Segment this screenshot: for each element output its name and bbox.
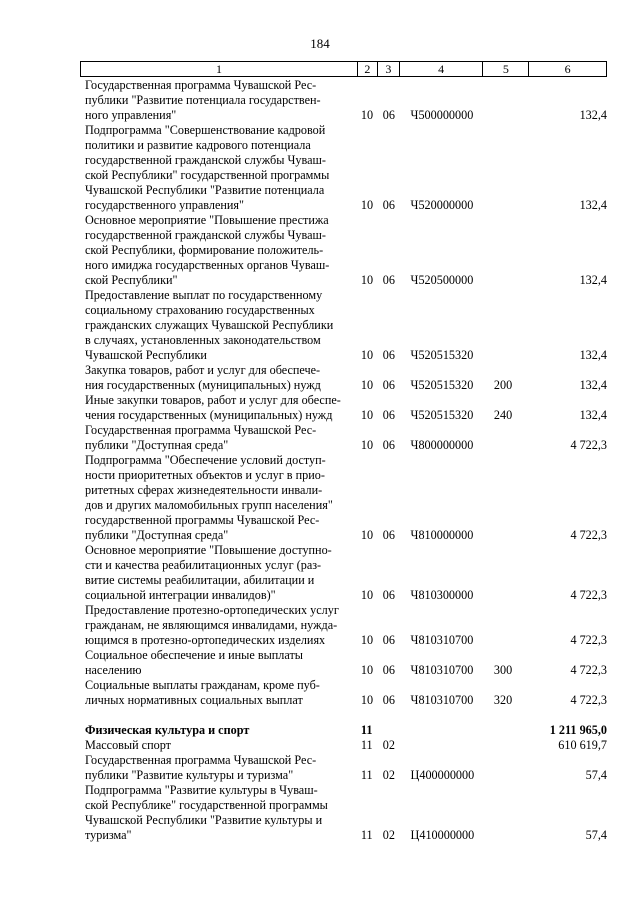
subsection-code: 06 (382, 408, 395, 422)
subsection-code: 06 (382, 588, 395, 602)
row-name-line: публики "Развитие культуры и туризма" (85, 768, 294, 782)
amount: 4 722,3 (570, 633, 607, 647)
amount: 4 722,3 (570, 528, 607, 542)
row-name-line: ритетных сферах жизнедеятельности инвали- (85, 483, 323, 497)
row-name (85, 648, 349, 678)
row-name (85, 393, 349, 423)
target-article-code: Ч810300000 (410, 588, 474, 602)
target-article-code: Ч810310700 (410, 663, 474, 677)
amount: 4 722,3 (570, 588, 607, 602)
header-col-3: 3 (378, 62, 400, 76)
row-name (85, 423, 349, 453)
row-name (85, 738, 349, 753)
section-code: 10 (360, 693, 374, 707)
header-col-1: 1 (81, 62, 358, 76)
header-col-4: 4 (400, 62, 484, 76)
subsection-code: 06 (382, 528, 395, 542)
subsection-code: 06 (382, 438, 395, 452)
amount: 132,4 (579, 348, 607, 362)
row-name-line: гражданских служащих Чувашской Республики (85, 318, 334, 332)
subsection-code: 06 (382, 348, 395, 362)
target-article-code: Ц400000000 (410, 768, 475, 782)
row-name-line: ющимся в протезно-ортопедических изделиях (85, 633, 326, 647)
expense-type-code: 200 (493, 378, 513, 392)
row-name-line: публики "Доступная среда" (85, 528, 229, 542)
section-code: 10 (360, 273, 374, 287)
row-name-line: Закупка товаров, работ и услуг для обеспече- (85, 363, 321, 377)
row-name (85, 753, 349, 783)
row-name-line: ного управления" (85, 108, 177, 122)
table-row (85, 363, 607, 393)
row-name-line: гражданам, не являющимся инвалидами, нужда- (85, 618, 338, 632)
row-name-line: Чувашской Республики (85, 348, 207, 362)
section-code: 10 (360, 108, 374, 122)
row-name (85, 78, 349, 123)
row-name-line: публики "Развитие потенциала государствен- (85, 93, 321, 107)
row-name-line: Предоставление выплат по государственному (85, 288, 323, 302)
target-article-code: Ц410000000 (410, 828, 475, 842)
row-name-line: политики и развитие кадрового потенциала (85, 138, 311, 152)
row-name-line: населению (85, 663, 142, 677)
expense-type-code: 320 (493, 693, 513, 707)
subsection-code: 06 (382, 693, 395, 707)
row-name (85, 213, 349, 288)
target-article-code: Ч520500000 (410, 273, 474, 287)
row-name-line: государственной программы Чувашской Рес- (85, 513, 320, 527)
target-article-code: Ч520000000 (410, 198, 474, 212)
table-row (85, 753, 607, 783)
amount: 4 722,3 (570, 693, 607, 707)
amount: 132,4 (579, 198, 607, 212)
row-name-line: личных нормативных социальных выплат (85, 693, 303, 707)
table-row (85, 78, 607, 123)
subsection-code: 06 (382, 633, 395, 647)
section-code: 11 (360, 723, 373, 737)
section-code: 10 (360, 528, 374, 542)
row-name-line: Государственная программа Чувашской Рес- (85, 753, 317, 767)
table-row (85, 723, 607, 738)
section-code: 10 (360, 663, 374, 677)
row-name-line: Подпрограмма "Совершенствование кадровой (85, 123, 326, 137)
target-article-code: Ч520515320 (410, 408, 474, 422)
table-row (85, 648, 607, 678)
row-name-line: Государственная программа Чувашской Рес- (85, 78, 317, 92)
header-col-2: 2 (358, 62, 378, 76)
amount: 1 211 965,0 (549, 723, 607, 737)
expense-type-code: 240 (493, 408, 513, 422)
row-name-line: государственной гражданской службы Чуваш- (85, 153, 326, 167)
subsection-code: 06 (382, 198, 395, 212)
expense-type-code: 300 (493, 663, 513, 677)
table-header (80, 61, 607, 77)
amount: 132,4 (579, 378, 607, 392)
section-code: 11 (360, 828, 373, 842)
target-article-code: Ч810310700 (410, 633, 474, 647)
table-row (85, 783, 607, 843)
row-name (85, 783, 349, 843)
table-row (85, 288, 607, 363)
row-name-line: ской Республике" государственной программы (85, 798, 328, 812)
subsection-code: 06 (382, 378, 395, 392)
row-name-line: ской Республики" (85, 273, 178, 287)
row-name-line: в случаях, установленных законодательством (85, 333, 321, 347)
table-row (85, 453, 607, 543)
section-code: 10 (360, 438, 374, 452)
section-code: 10 (360, 588, 374, 602)
target-article-code: Ч520515320 (410, 378, 474, 392)
table-row (85, 123, 607, 213)
target-article-code: Ч520515320 (410, 348, 474, 362)
section-code: 10 (360, 378, 374, 392)
table-row (85, 738, 607, 753)
row-name-line: ской Республики, формирование положитель- (85, 243, 324, 257)
section-code: 10 (360, 198, 374, 212)
table-body (85, 78, 607, 843)
row-name-line: Государственная программа Чувашской Рес- (85, 423, 317, 437)
amount: 132,4 (579, 108, 607, 122)
row-name (85, 723, 349, 738)
section-code: 10 (360, 633, 374, 647)
table-row (85, 678, 607, 708)
row-name-line: дов и других маломобильных групп населения" (85, 498, 333, 512)
row-name-line: Чувашской Республики "Развитие культуры и (85, 813, 323, 827)
amount: 57,4 (585, 828, 607, 842)
table-row (85, 603, 607, 648)
header-col-6: 6 (564, 62, 571, 76)
amount: 610 619,7 (558, 738, 607, 752)
subsection-code: 02 (382, 768, 395, 782)
subsection-code: 06 (382, 108, 395, 122)
row-name-line: Социальное обеспечение и иные выплаты (85, 648, 303, 662)
section-code: 11 (360, 738, 373, 752)
section-code: 10 (360, 408, 374, 422)
row-name-line: публики "Доступная среда" (85, 438, 229, 452)
row-name-line: ности приоритетных объектов и услуг в прио- (85, 468, 325, 482)
row-name-line: ния государственных (муниципальных) нужд (85, 378, 321, 392)
section-code: 10 (360, 348, 374, 362)
amount: 132,4 (579, 273, 607, 287)
row-name (85, 543, 349, 603)
row-name-line: социальной интеграции инвалидов)" (85, 588, 276, 602)
row-name (85, 678, 349, 708)
row-name-line: Основное мероприятие "Повышение престижа (85, 213, 329, 227)
row-name-line: государственной гражданской службы Чуваш- (85, 228, 326, 242)
header-col-5: 5 (483, 62, 529, 76)
row-name-line: государственного управления" (85, 198, 245, 212)
row-name (85, 123, 349, 213)
target-article-code: Ч810000000 (410, 528, 474, 542)
row-name-line: витие системы реабилитации, абилитации и (85, 573, 315, 587)
amount: 132,4 (579, 408, 607, 422)
subsection-code: 02 (382, 828, 395, 842)
section-code: 11 (360, 768, 373, 782)
row-name-line: Физическая культура и спорт (85, 723, 250, 737)
row-spacer (85, 708, 607, 723)
page-number: 184 (310, 36, 330, 51)
row-name-line: ской Республики" государственной программы (85, 168, 330, 182)
amount: 57,4 (585, 768, 607, 782)
amount: 4 722,3 (570, 438, 607, 452)
row-name-line: Предоставление протезно-ортопедических услуг (85, 603, 339, 617)
row-name-line: Подпрограмма "Развитие культуры в Чуваш- (85, 783, 318, 797)
target-article-code: Ч810310700 (410, 693, 474, 707)
row-name-line: социальному страхованию государственных (85, 303, 315, 317)
row-name-line: Иные закупки товаров, работ и услуг для обеспе- (85, 393, 341, 407)
subsection-code: 06 (382, 273, 395, 287)
target-article-code: Ч500000000 (410, 108, 474, 122)
row-name-line: Массовый спорт (85, 738, 171, 752)
row-name-line: Основное мероприятие "Повышение доступно- (85, 543, 332, 557)
subsection-code: 02 (382, 738, 395, 752)
table-row (85, 543, 607, 603)
row-name-line: ного имиджа государственных органов Чуваш- (85, 258, 330, 272)
row-name-line: чения государственных (муниципальных) нужд (85, 408, 333, 422)
row-name-line: Социальные выплаты гражданам, кроме пуб- (85, 678, 320, 692)
row-name (85, 288, 349, 363)
row-name (85, 603, 349, 648)
amount: 4 722,3 (570, 663, 607, 677)
table-row (85, 393, 607, 423)
row-name-line: Чувашской Республики "Развитие потенциала (85, 183, 325, 197)
table-row (85, 213, 607, 288)
row-name (85, 453, 349, 543)
row-name-line: Подпрограмма "Обеспечение условий доступ- (85, 453, 326, 467)
subsection-code: 06 (382, 663, 395, 677)
target-article-code: Ч800000000 (410, 438, 474, 452)
row-name-line: сти и качества реабилитационных услуг (раз- (85, 558, 322, 572)
table-row (85, 423, 607, 453)
row-name-line: туризма" (85, 828, 132, 842)
row-name (85, 363, 349, 393)
